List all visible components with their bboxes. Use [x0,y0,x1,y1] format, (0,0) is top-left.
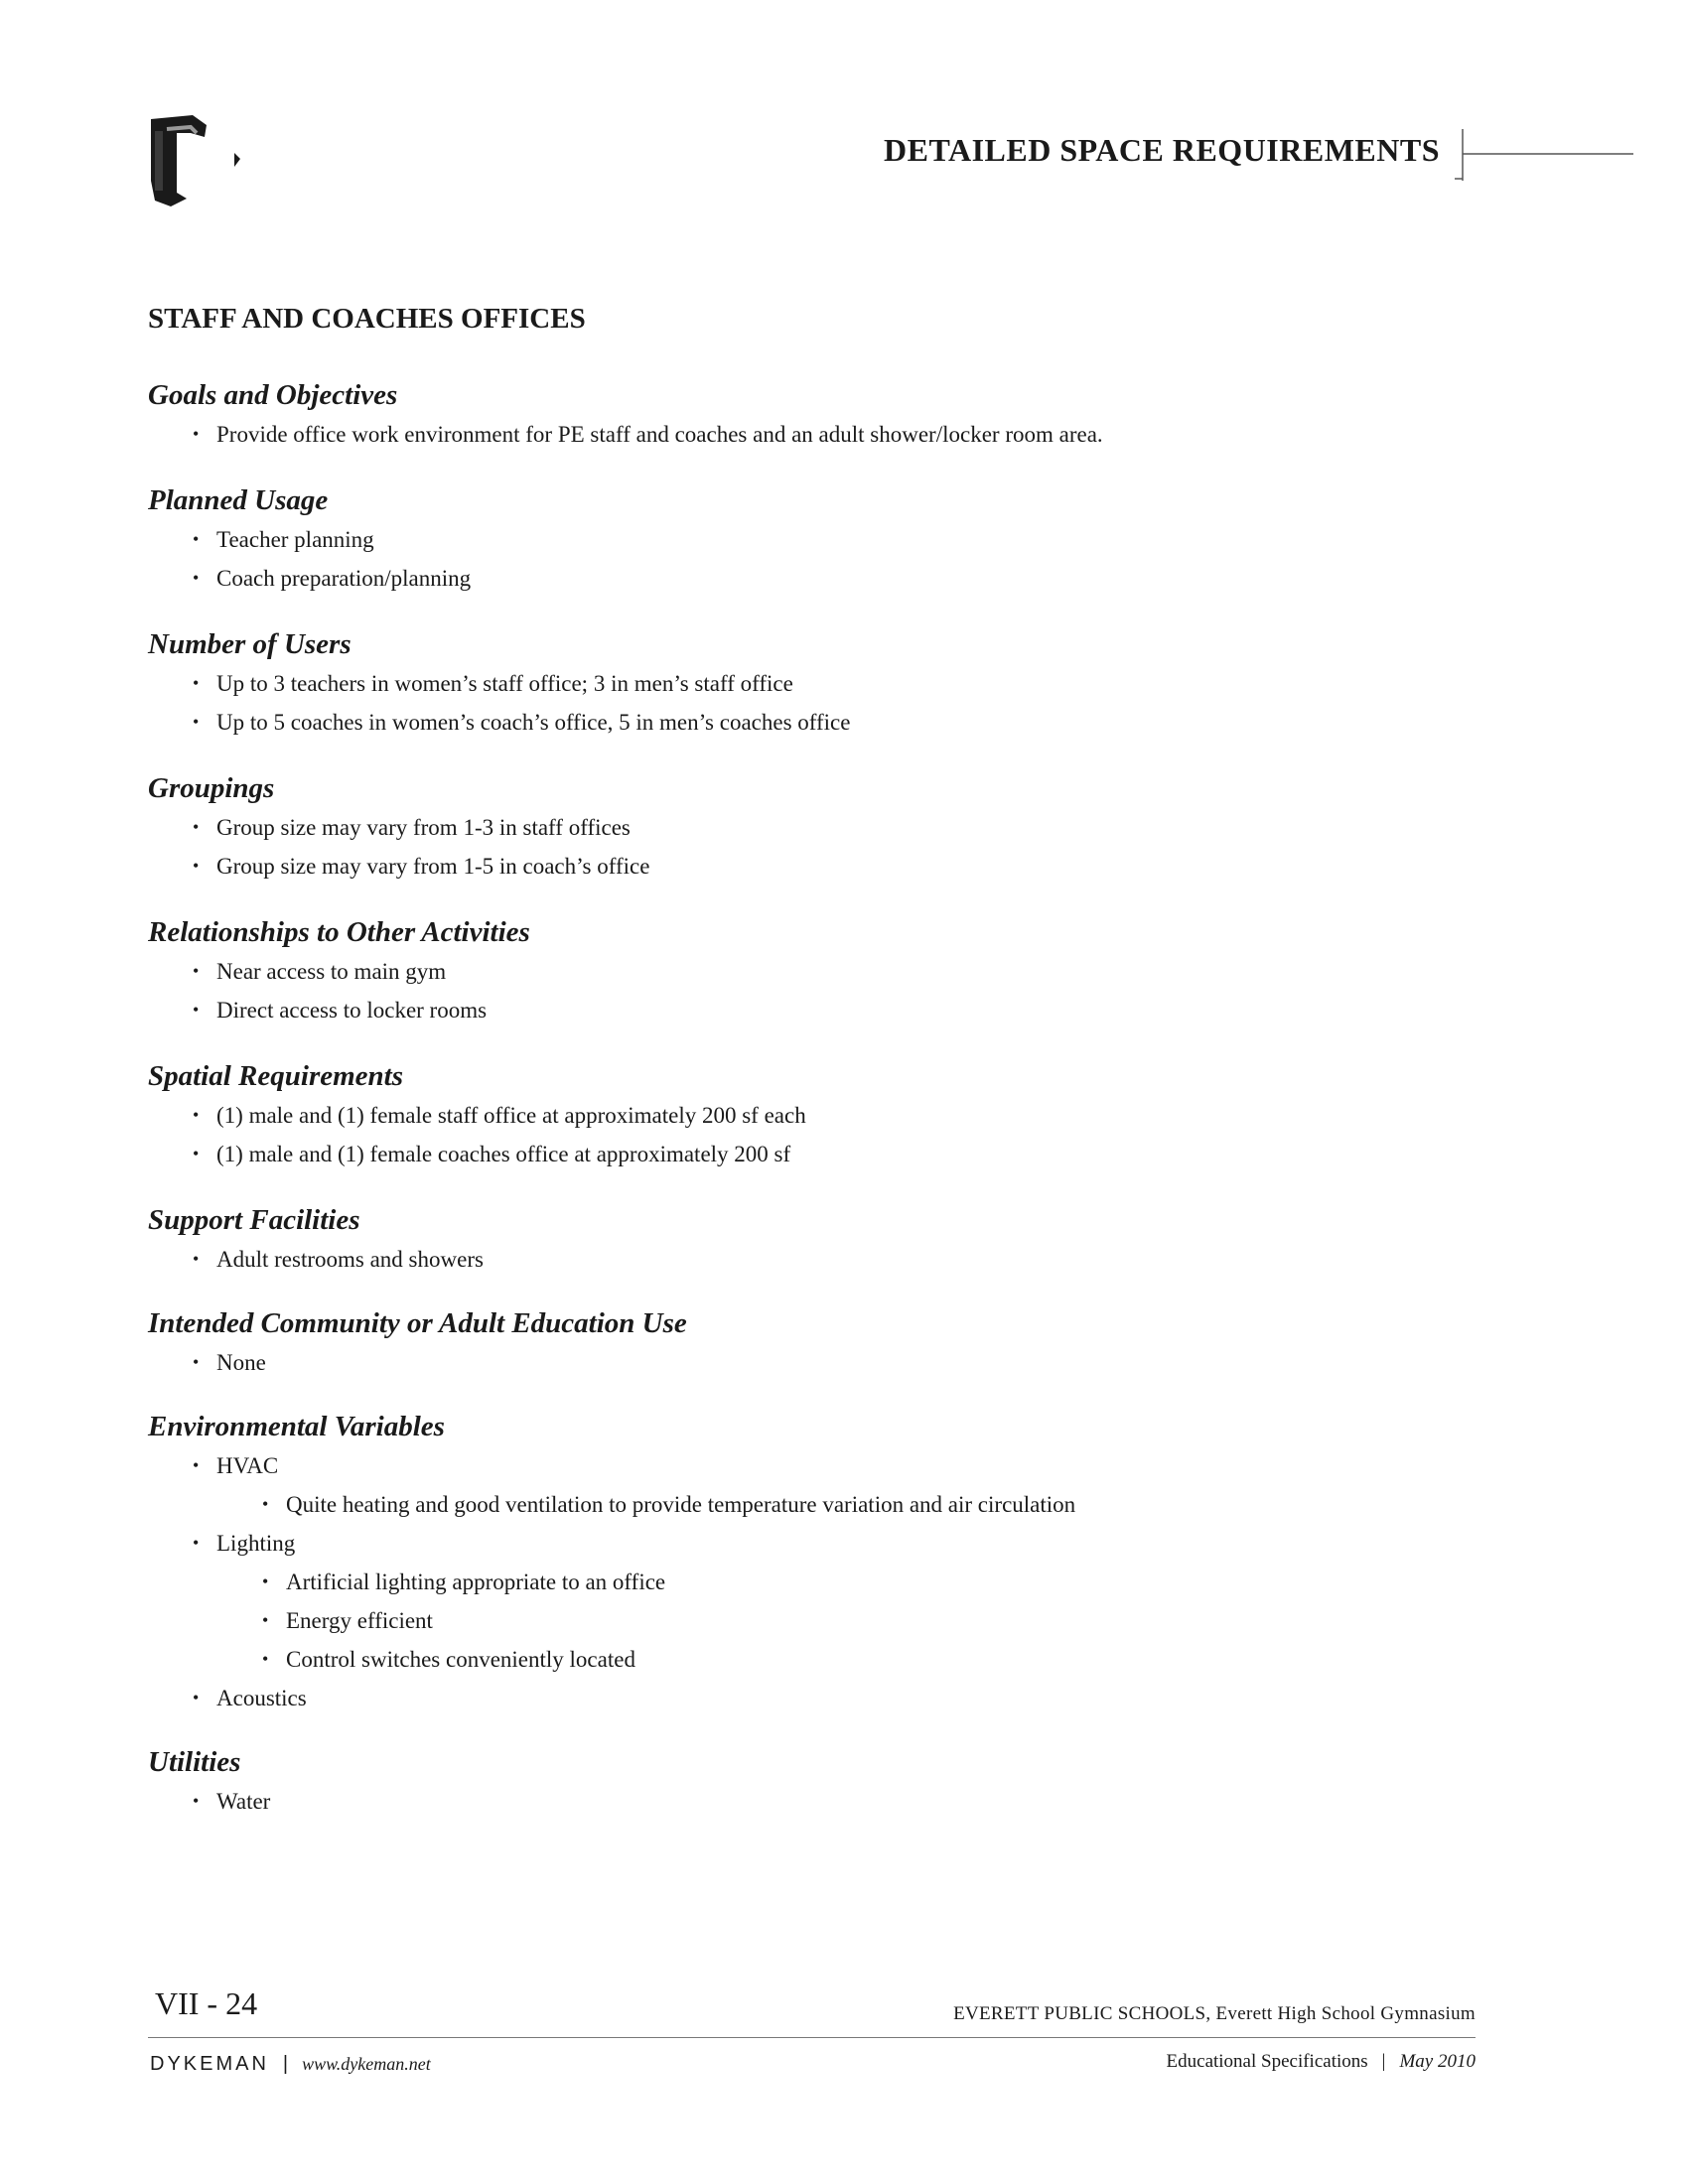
dykeman-logo-icon [141,111,250,210]
sub-bullet-item: • Energy efficient [148,1601,1538,1640]
bullet-item: • Group size may vary from 1-5 in coach’s office [148,847,1538,886]
bullet-list [148,415,1538,454]
footer-district: EVERETT PUBLIC SCHOOLS, Everett High School Gymnasium [953,2003,1476,2024]
bullet-list [148,1240,1538,1279]
bullet-item: • (1) male and (1) female staff office at approximately 200 sf each [148,1096,1538,1135]
section-group [148,912,1538,1029]
footer-divider [148,2037,1476,2038]
section-group [148,375,1538,454]
bullet-item: • Water [148,1782,1538,1821]
section-heading: Intended Community or Adult Education Use [148,1307,687,1339]
section-heading: Relationships to Other Activities [148,916,530,948]
section-group [148,1742,1538,1821]
bullet-item: • Provide office work environment for PE staff and coaches and an adult shower/locker room area. [148,415,1538,454]
bullet-item: • Near access to main gym [148,952,1538,991]
bullet-item: • Up to 3 teachers in women’s staff office; 3 in men’s staff office [148,664,1538,703]
section-group [148,1303,1538,1382]
footer-separator-2: | [1381,2051,1386,2072]
section-group [148,768,1538,886]
bullet-item: • Coach preparation/planning [148,559,1538,598]
bullet-item: • HVAC [148,1446,1538,1485]
section-title: STAFF AND COACHES OFFICES [148,303,586,335]
footer-separator: | [282,2053,289,2075]
bullet-list [148,1343,1538,1382]
footer-brand [150,2053,431,2076]
bullet-item: • (1) male and (1) female coaches office at approximately 200 sf [148,1135,1538,1173]
bullet-list [148,1782,1538,1821]
bullet-item: • Adult restrooms and showers [148,1240,1538,1279]
bullet-item: • None [148,1343,1538,1382]
section-group [148,1200,1538,1279]
section-heading: Planned Usage [148,484,329,516]
bullet-item: • Acoustics [148,1679,1538,1717]
bullet-list [148,1096,1538,1173]
sub-bullet-item: • Artificial lighting appropriate to an office [148,1563,1538,1601]
bullet-list [148,808,1538,886]
page-header-title: DETAILED SPACE REQUIREMENTS [884,132,1440,168]
section-heading: Environmental Variables [148,1411,445,1442]
bullet-item: • Direct access to locker rooms [148,991,1538,1029]
bullet-list [148,520,1538,598]
footer-doc-type: Educational Specifications [1166,2051,1368,2072]
section-heading: Spatial Requirements [148,1060,404,1092]
header-rule-decoration [1455,129,1633,189]
sub-bullet-item: • Quite heating and good ventilation to provide temperature variation and air circulation [148,1485,1538,1524]
bullet-list [148,1446,1538,1717]
bullet-item: • Up to 5 coaches in women’s coach’s office, 5 in men’s coaches office [148,703,1538,742]
page-number: VII - 24 [155,1985,258,2021]
section-heading: Groupings [148,772,275,804]
space-requirements-content [148,375,1538,1821]
footer-date: May 2010 [1399,2051,1476,2072]
section-heading: Utilities [148,1746,241,1778]
section-group [148,480,1538,598]
section-heading: Number of Users [148,628,352,660]
section-heading: Support Facilities [148,1204,360,1236]
footer-brand-name: DYKEMAN [150,2053,269,2075]
bullet-item: • Lighting [148,1524,1538,1563]
sub-bullet-item: • Control switches conveniently located [148,1640,1538,1679]
section-group [148,1056,1538,1173]
footer-doc-info [1167,2051,1476,2073]
bullet-item: • Teacher planning [148,520,1538,559]
bullet-list [148,952,1538,1029]
section-heading: Goals and Objectives [148,379,398,411]
bullet-item: • Group size may vary from 1-3 in staff offices [148,808,1538,847]
footer-url-link[interactable]: www.dykeman.net [302,2054,431,2074]
bullet-list [148,664,1538,742]
section-group [148,624,1538,742]
section-group [148,1407,1538,1717]
